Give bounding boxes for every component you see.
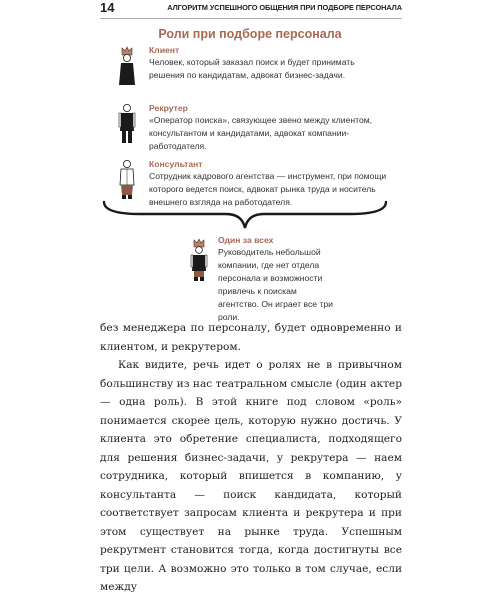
operator-icon — [116, 103, 138, 145]
combined-role-icon — [188, 239, 210, 281]
role-description: «Оператор поиска», связующее звено между клиентом, консультантом и кандидатами, адвокат компании-работодателя. — [149, 115, 373, 151]
body-paragraph: Как видите, речь идет о ролях не в привычном большинству из нас театральном смысле (один актер — одна роль). В этой книге под словом «роль» понимается скорее цель, которую нужно достичь. У клиента это обретение специалиста, подходящего для решения бизнес-задачи, у рекрутера — наем сотрудника, который впишется в компанию, у консультанта — поиск кандидата, который соответствует запросам клиента и рекрутера и при этом существует на рынке труда. Успешным рекрутмент становится тогда, когда достигнуты все три цели. А возможно это только в том случае, если между — [100, 359, 402, 593]
role-all-in-one — [188, 235, 338, 322]
consultant-icon — [116, 159, 138, 201]
role-client — [112, 45, 412, 105]
running-head: АЛГОРИТМ УСПЕШНОГО ОБЩЕНИЯ ПРИ ПОДБОРЕ ПЕРСОНАЛА — [167, 3, 402, 12]
all-in-one-description: Руководитель небольшой компании, где нет отдела персонала и возможности привлечь к поискам агентство. Он играет все три роли. — [218, 247, 333, 322]
king-icon — [116, 45, 138, 87]
role-label: Рекрутер — [149, 103, 188, 113]
role-label: Клиент — [149, 45, 180, 55]
role-description: Человек, который заказал поиск и будет принимать решения по кандидатам, адвокат бизнес-задачи. — [149, 57, 355, 80]
figure-title: Роли при подборе персонала — [158, 27, 342, 41]
all-in-one-label: Один за всех — [218, 235, 274, 245]
grouping-brace — [100, 196, 390, 236]
body-paragraph: без менеджера по персоналу, будет одновременно и клиентом, и рекрутером. — [100, 322, 402, 353]
page-number: 14 — [100, 0, 115, 15]
role-label: Консультант — [149, 159, 203, 169]
role-description: Сотрудник кадрового агентства — инструмент, при помощи которого ведется поиск, адвокат рынка труда и носитель внешнего взгляда на работодателя. — [149, 171, 387, 207]
role-recruiter — [112, 103, 412, 163]
body-text — [100, 319, 402, 597]
running-header — [100, 0, 402, 19]
